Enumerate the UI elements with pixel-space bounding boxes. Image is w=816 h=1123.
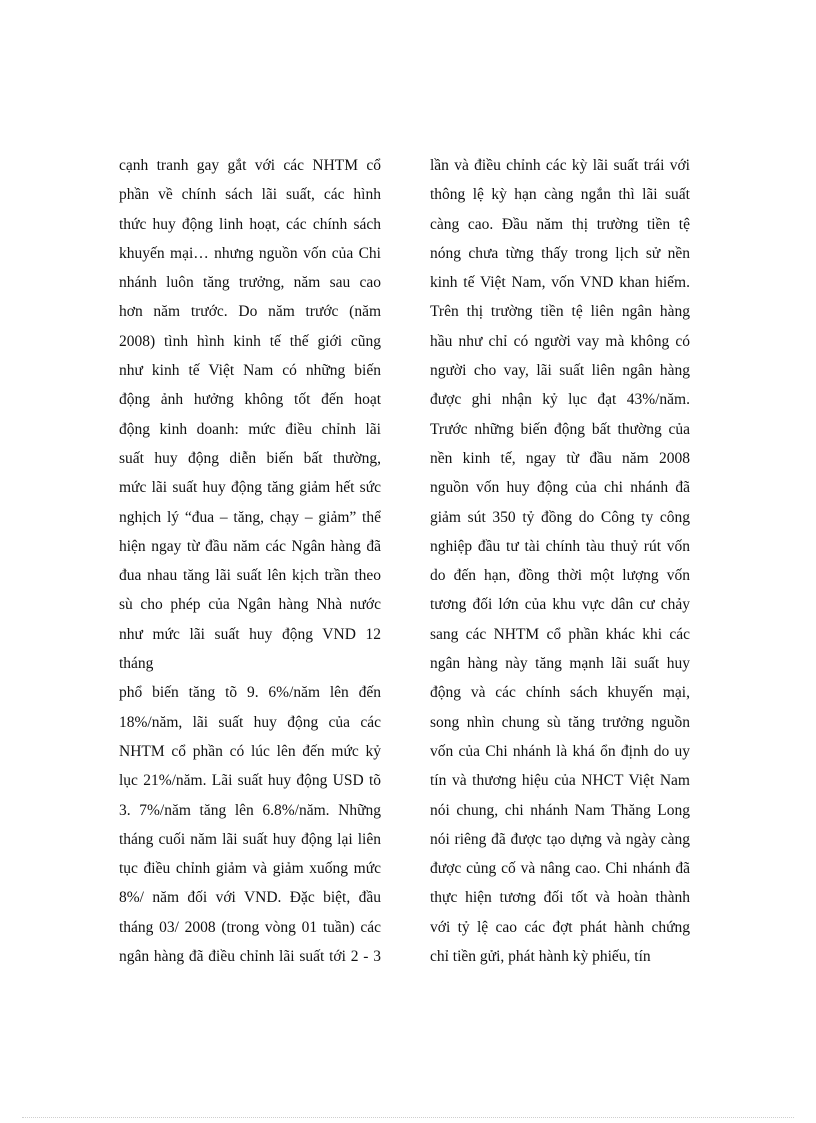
- text-line: tháng: [119, 655, 154, 673]
- text-line: động và các chính sách khuyến mại,: [430, 684, 690, 702]
- text-line: nền kinh tế, ngay từ đầu năm 2008: [430, 449, 690, 467]
- text-line: thực hiện tương đối tốt và hoàn thành: [430, 889, 690, 907]
- text-line: giảm sút 350 tỷ đồng do Công ty công: [430, 508, 690, 526]
- text-line: sù cho phép của Ngân hàng Nhà nước: [119, 596, 381, 614]
- text-line: chỉ tiền gửi, phát hành kỳ phiếu, tín: [430, 948, 651, 966]
- text-line: động kinh doanh: mức điều chỉnh lãi: [119, 420, 381, 438]
- text-line: mức lãi suất huy động tăng giảm hết sức: [119, 479, 381, 497]
- text-line: ngân hàng này tăng mạnh lãi suất huy: [430, 655, 690, 673]
- text-line: vốn của Chi nhánh là khá ổn định do uy: [430, 742, 690, 760]
- page-bottom-divider: [22, 1117, 794, 1118]
- text-line: nóng chưa từng thấy trong lịch sử nền: [430, 244, 690, 262]
- text-line: được củng cố và nâng cao. Chi nhánh đã: [430, 860, 690, 878]
- text-line: suất huy động diễn biến bất thường,: [119, 449, 381, 467]
- text-line: tháng cuối năm lãi suất huy động lại liên: [119, 830, 381, 848]
- text-line: với tỷ lệ cao các đợt phát hành chứng: [430, 918, 690, 936]
- left-text-column: [119, 151, 381, 971]
- text-line: khuyến mại… nhưng nguồn vốn của Chi: [119, 244, 381, 262]
- text-line: cạnh tranh gay gắt với các NHTM cổ: [119, 157, 381, 174]
- text-line: 8%/ năm đối với VND. Đặc biệt, đầu: [119, 889, 381, 907]
- text-line: động ảnh hưởng không tốt đến hoạt: [119, 391, 381, 409]
- text-line: lục 21%/năm. Lãi suất huy động USD tõ: [119, 772, 381, 790]
- text-line: hơn năm trước. Do năm trước (năm: [119, 303, 381, 321]
- text-line: tín và thương hiệu của NHCT Việt Nam: [430, 772, 690, 790]
- text-line: lần và điều chỉnh các kỳ lãi suất trái với: [430, 157, 690, 174]
- text-line: như kinh tế Việt Nam có những biến: [119, 362, 381, 380]
- text-line: nghiệp đầu tư tài chính tàu thuỷ rút vốn: [430, 537, 690, 555]
- text-line: nguồn vốn huy động của chi nhánh đã: [430, 479, 690, 497]
- text-line: NHTM cổ phần có lúc lên đến mức kỷ: [119, 742, 381, 760]
- text-line: 2008) tình hình kinh tế thế giới cũng: [119, 332, 381, 350]
- text-line: phần về chính sách lãi suất, các hình: [119, 186, 381, 204]
- text-line: thông lệ kỳ hạn càng ngắn thì lãi suất: [430, 186, 690, 204]
- text-line: ngân hàng đã điều chỉnh lãi suất tới 2 - 3: [119, 948, 381, 966]
- text-line: tương đối lớn của khu vực dân cư chảy: [430, 596, 690, 614]
- text-line: như mức lãi suất huy động VND 12: [119, 625, 381, 643]
- text-line: nghịch lý “đua – tăng, chạy – giảm” thể: [119, 508, 381, 526]
- text-line: Trước những biến động bất thường của: [430, 420, 690, 438]
- text-line: sang các NHTM cổ phần khác khi các: [430, 625, 690, 643]
- text-line: phổ biến tăng tõ 9. 6%/năm lên đến: [119, 684, 381, 702]
- text-line: hầu như chỉ có người vay mà không có: [430, 332, 690, 350]
- text-line: được ghi nhận kỷ lục đạt 43%/năm.: [430, 391, 690, 409]
- text-line: 3. 7%/năm tăng lên 6.8%/năm. Những: [119, 801, 381, 819]
- text-line: song nhìn chung sù tăng trưởng nguồn: [430, 713, 690, 731]
- text-line: nói riêng đã được tạo dựng và ngày càng: [430, 830, 690, 848]
- text-line: do đến hạn, đồng thời một lượng vốn: [430, 567, 690, 585]
- text-line: kinh tế Việt Nam, vốn VND khan hiếm.: [430, 274, 690, 292]
- text-line: hiện ngay từ đầu năm các Ngân hàng đã: [119, 537, 381, 555]
- text-line: tháng 03/ 2008 (trong vòng 01 tuần) các: [119, 918, 381, 936]
- text-line: người cho vay, lãi suất liên ngân hàng: [430, 362, 690, 380]
- text-line: đua nhau tăng lãi suất lên kịch trần theo: [119, 567, 381, 585]
- text-line: càng cao. Đầu năm thị trường tiền tệ: [430, 215, 690, 233]
- text-line: nói chung, chi nhánh Nam Thăng Long: [430, 801, 690, 819]
- right-text-column: [430, 151, 690, 971]
- text-line: Trên thị trường tiền tệ liên ngân hàng: [430, 303, 690, 321]
- text-line: nhánh luôn tăng trưởng, năm sau cao: [119, 274, 381, 292]
- text-line: thức huy động linh hoạt, các chính sách: [119, 215, 381, 233]
- text-line: 18%/năm, lãi suất huy động của các: [119, 713, 381, 731]
- text-line: tục điều chỉnh giảm và giảm xuống mức: [119, 860, 381, 878]
